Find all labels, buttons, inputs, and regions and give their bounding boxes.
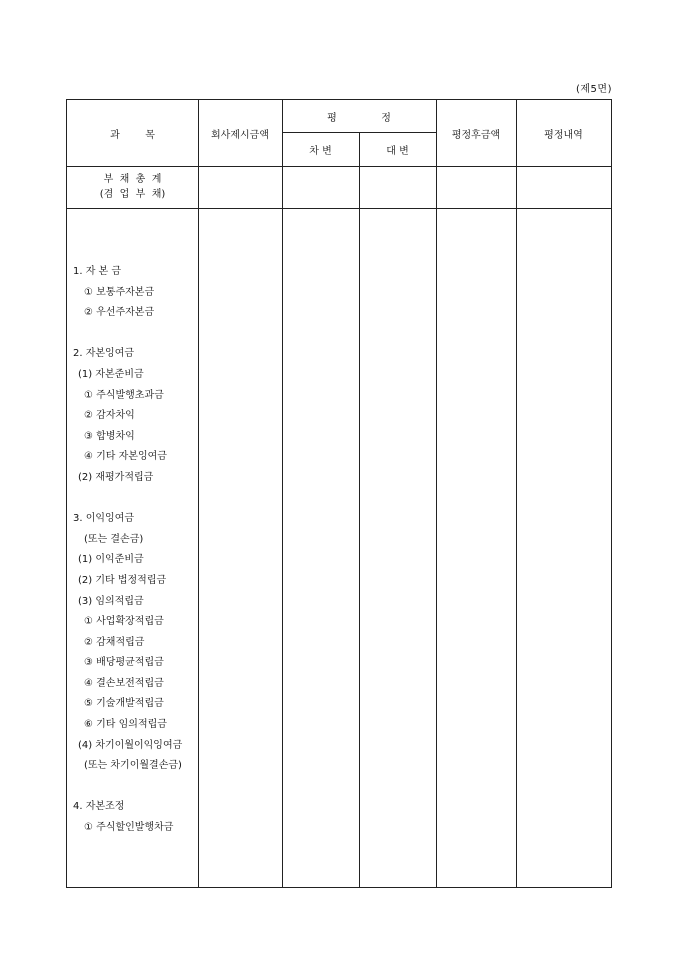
column-divider [198,100,199,887]
capital-adjustment-table [66,99,612,888]
account-item: 1. 자 본 금 [73,266,122,277]
blank-row [67,489,198,510]
account-item: ③ 배당평균적립금 [84,657,164,669]
header-after-amount: 평정후금액 [451,129,501,141]
total-liabilities-label: 부 채 총 계 [103,174,162,185]
column-divider [516,100,517,887]
header-company-amount: 회사제시금액 [211,129,269,141]
account-items-list [67,262,198,839]
account-item: (4) 차기이월이익잉여금 [78,739,183,751]
account-item: (3) 임의적립금 [78,595,144,607]
column-divider [359,132,360,887]
account-item: ② 감채적립금 [84,636,145,648]
account-item: ③ 합병차익 [84,430,135,442]
account-item: ② 감자차익 [84,410,135,422]
account-item: 3. 이익잉여금 [73,513,135,525]
total-liabilities-cell [67,166,198,208]
account-item: 4. 자본조정 [73,801,125,813]
account-item: ① 주식할인발행차금 [84,822,174,834]
account-item: ② 우선주자본금 [84,307,155,319]
blank-row [67,324,198,345]
header-adjustment: 평 정 [327,112,391,124]
account-item: ④ 결손보전적립금 [84,677,164,689]
account-item: 2. 자본잉여금 [73,348,135,360]
account-item: ⑥ 기타 임의적립금 [84,719,167,731]
account-item: ⑤ 기술개발적립금 [84,698,164,710]
account-item: (2) 기타 법정적립금 [78,574,167,586]
side-business-liabilities-label: (겸 업 부 채) [99,189,166,200]
account-item: (1) 자본준비금 [78,368,144,380]
header-credit: 대 변 [386,145,409,157]
header-subject: 과 목 [110,129,155,141]
liabilities-row-rule [67,208,611,209]
account-item: ① 사업확장적립금 [84,616,164,628]
header-details: 평정내역 [544,129,583,141]
header-debit: 차 변 [309,145,332,157]
account-item: (2) 재평가적립금 [78,471,154,483]
blank-row [67,777,198,798]
page-number: (제5면) [576,84,612,95]
account-item: ① 주식발행초과금 [84,389,164,401]
account-item: (1) 이익준비금 [78,554,144,566]
account-item: (또는 차기이월결손금) [84,760,182,772]
account-item: ① 보통주자본금 [84,286,155,298]
column-divider [436,100,437,887]
account-item: (또는 결손금) [84,533,144,545]
account-item: ④ 기타 자본잉여금 [84,451,167,463]
column-divider [282,100,283,887]
